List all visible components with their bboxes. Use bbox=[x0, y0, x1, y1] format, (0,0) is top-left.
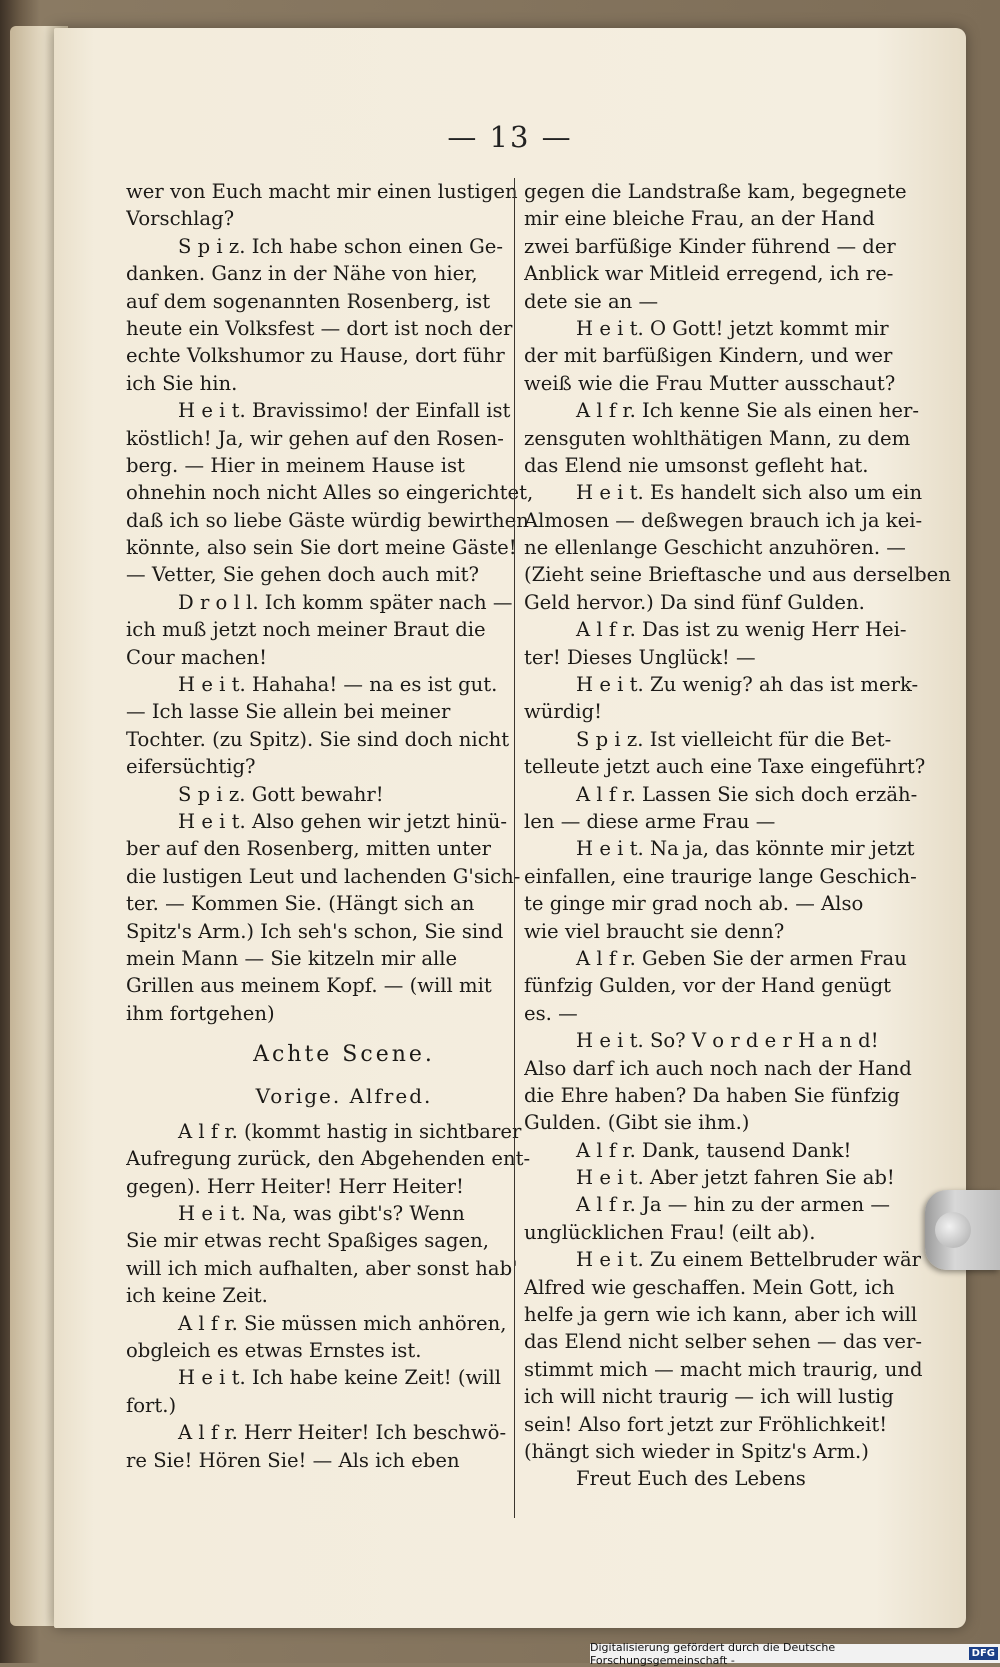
text-line: das Elend nicht selber sehen — das ver- bbox=[524, 1330, 922, 1354]
text-line: Aufregung zurück, den Abgehenden ent- bbox=[126, 1147, 531, 1171]
text-line: wie viel braucht sie denn? bbox=[524, 919, 785, 943]
text-line: H e i t. So? V o r d e r H a n d! bbox=[576, 1029, 879, 1053]
text-line: eifersüchtig? bbox=[126, 755, 256, 779]
text-line: A l f r. Dank, tausend Dank! bbox=[576, 1138, 852, 1162]
text-line: A l f r. Sie müssen mich anhören, bbox=[178, 1311, 507, 1335]
text-line: A l f r. (kommt hastig in sichtbarer bbox=[178, 1119, 522, 1143]
text-line: H e i t. Bravissimo! der Einfall ist bbox=[178, 399, 511, 423]
scene-characters: Vorige. Alfred. bbox=[255, 1083, 433, 1108]
dfg-logo-icon: DFG bbox=[969, 1647, 998, 1660]
text-line: H e i t. Also gehen wir jetzt hinü- bbox=[178, 809, 508, 833]
text-line: gegen). Herr Heiter! Herr Heiter! bbox=[126, 1174, 464, 1198]
text-line: Grillen aus meinem Kopf. — (will mit bbox=[126, 974, 492, 998]
text-line: auf dem sogenannten Rosenberg, ist bbox=[126, 289, 491, 313]
text-line: ne ellenlange Geschicht anzuhören. — bbox=[524, 536, 906, 560]
text-line: H e i t. Hahaha! — na es ist gut. bbox=[178, 673, 498, 697]
text-line: gegen die Landstraße kam, begegnete bbox=[524, 180, 907, 203]
text-line: fünfzig Gulden, vor der Hand genügt bbox=[524, 974, 892, 998]
text-line: H e i t. Zu wenig? ah das ist merk- bbox=[576, 673, 919, 697]
right-column-lines bbox=[524, 178, 956, 1493]
left-column-lines-after bbox=[126, 1118, 562, 1474]
text-line: helfe ja gern wie ich kann, aber ich will bbox=[524, 1303, 918, 1327]
text-line: re Sie! Hören Sie! — Als ich eben bbox=[126, 1448, 460, 1472]
text-line: daß ich so liebe Gäste würdig bewirthen bbox=[126, 508, 529, 532]
text-line: ter. — Kommen Sie. (Hängt sich an bbox=[126, 892, 475, 916]
text-line: H e i t. Zu einem Bettelbruder wär bbox=[576, 1248, 921, 1272]
text-line: will ich mich aufhalten, aber sonst hab' bbox=[126, 1256, 518, 1280]
text-line: unglücklichen Frau! (eilt ab). bbox=[524, 1220, 816, 1244]
text-line: S p i z. Ist vielleicht für die Bet- bbox=[576, 727, 892, 751]
text-line: H e i t. O Gott! jetzt kommt mir bbox=[576, 316, 889, 340]
text-line: ohnehin noch nicht Alles so eingerichtet, bbox=[126, 481, 534, 505]
text-line: heute ein Volksfest — dort ist noch der bbox=[126, 316, 513, 340]
text-line: A l f r. Ja — hin zu der armen — bbox=[576, 1193, 890, 1217]
left-column-lines bbox=[126, 178, 562, 1027]
footer-text: Digitalisierung gefördert durch die Deutsche Forschungsgemeinschaft - bbox=[590, 1640, 836, 1667]
text-line: sein! Also fort jetzt zur Fröhlichkeit! bbox=[524, 1412, 888, 1436]
footer-credit bbox=[590, 1640, 1000, 1667]
text-line: dete sie an — bbox=[524, 289, 659, 313]
text-line: zensguten wohlthätigen Mann, zu dem bbox=[524, 426, 911, 450]
tab-dot-icon bbox=[935, 1212, 971, 1248]
text-line: ter! Dieses Unglück! — bbox=[524, 645, 756, 669]
right-column bbox=[524, 178, 956, 1493]
text-line: Freut Euch des Lebens bbox=[576, 1467, 806, 1491]
text-line: telleute jetzt auch eine Taxe eingeführt? bbox=[524, 755, 926, 779]
text-line: Gulden. (Gibt sie ihm.) bbox=[524, 1111, 750, 1135]
text-line: Tochter. (zu Spitz). Sie sind doch nicht bbox=[126, 727, 510, 751]
text-line: H e i t. Ich habe keine Zeit! (will bbox=[178, 1366, 502, 1390]
text-line: len — diese arme Frau — bbox=[524, 809, 776, 833]
text-line: fort.) bbox=[126, 1393, 177, 1417]
text-line: Alfred wie geschaffen. Mein Gott, ich bbox=[524, 1275, 895, 1299]
text-line: S p i z. Ich habe schon einen Ge- bbox=[178, 234, 504, 258]
text-line: Almosen — deßwegen brauch ich ja kei- bbox=[524, 508, 923, 532]
page-tab-marker bbox=[925, 1190, 1000, 1270]
text-line: das Elend nie umsonst gefleht hat. bbox=[524, 453, 869, 477]
text-line: berg. — Hier in meinem Hause ist bbox=[126, 453, 465, 477]
text-line: (hängt sich wieder in Spitz's Arm.) bbox=[524, 1439, 869, 1463]
scene-heading: Achte Scene. bbox=[253, 1042, 435, 1068]
text-line: H e i t. Aber jetzt fahren Sie ab! bbox=[576, 1166, 895, 1190]
text-line: die Ehre haben? Da haben Sie fünfzig bbox=[524, 1083, 900, 1107]
text-line: würdig! bbox=[524, 700, 602, 724]
book-page bbox=[54, 28, 966, 1628]
text-line: Vorschlag? bbox=[126, 207, 235, 231]
text-line: wer von Euch macht mir einen lustigen bbox=[126, 180, 518, 203]
text-line: weiß wie die Frau Mutter ausschaut? bbox=[524, 371, 896, 395]
text-line: te ginge mir grad noch ab. — Also bbox=[524, 892, 864, 916]
text-line: könnte, also sein Sie dort meine Gäste! bbox=[126, 536, 517, 560]
text-line: D r o l l. Ich komm später nach — bbox=[178, 590, 513, 614]
text-line: ich will nicht traurig — ich will lustig bbox=[524, 1385, 894, 1409]
column-divider bbox=[514, 178, 515, 1518]
text-line: A l f r. Das ist zu wenig Herr Hei- bbox=[576, 618, 907, 642]
text-line: echte Volkshumor zu Hause, dort führ bbox=[126, 344, 505, 368]
text-line: A l f r. Herr Heiter! Ich beschwö- bbox=[178, 1421, 507, 1445]
text-line: H e i t. Es handelt sich also um ein bbox=[576, 481, 923, 505]
text-line: mir eine bleiche Frau, an der Hand bbox=[524, 207, 875, 231]
text-line: die lustigen Leut und lachenden G'sich- bbox=[126, 864, 521, 888]
page-number: — 13 — bbox=[447, 120, 573, 154]
text-line: Geld hervor.) Da sind fünf Gulden. bbox=[524, 590, 865, 614]
text-line: ich muß jetzt noch meiner Braut die bbox=[126, 618, 486, 642]
text-line: H e i t. Na, was gibt's? Wenn bbox=[178, 1202, 465, 1226]
text-line: stimmt mich — macht mich traurig, und bbox=[524, 1357, 923, 1381]
text-line: S p i z. Gott bewahr! bbox=[178, 782, 384, 806]
text-line: Spitz's Arm.) Ich seh's schon, Sie sind bbox=[126, 919, 504, 943]
text-line: A l f r. Geben Sie der armen Frau bbox=[576, 946, 907, 970]
text-line: zwei barfüßige Kinder führend — der bbox=[524, 234, 896, 258]
text-line: Sie mir etwas recht Spaßiges sagen, bbox=[126, 1229, 489, 1253]
text-line: (Zieht seine Brieftasche und aus derselben bbox=[524, 563, 951, 587]
text-line: der mit barfüßigen Kindern, und wer bbox=[524, 344, 893, 368]
text-line: einfallen, eine traurige lange Geschich- bbox=[524, 864, 917, 888]
text-line: — Vetter, Sie gehen doch auch mit? bbox=[126, 563, 480, 587]
text-line: ich keine Zeit. bbox=[126, 1284, 268, 1308]
text-line: A l f r. Ich kenne Sie als einen her- bbox=[576, 399, 919, 423]
text-line: Also darf ich auch noch nach der Hand bbox=[524, 1056, 912, 1080]
text-line: mein Mann — Sie kitzeln mir alle bbox=[126, 946, 458, 970]
text-line: köstlich! Ja, wir gehen auf den Rosen- bbox=[126, 426, 504, 450]
text-line: H e i t. Na ja, das könnte mir jetzt bbox=[576, 837, 915, 861]
text-line: Cour machen! bbox=[126, 645, 267, 669]
text-line: Anblick war Mitleid erregend, ich re- bbox=[524, 262, 894, 286]
text-line: obgleich es etwas Ernstes ist. bbox=[126, 1339, 422, 1363]
text-line: es. — bbox=[524, 1001, 578, 1025]
text-line: ihm fortgehen) bbox=[126, 1001, 275, 1025]
text-line: danken. Ganz in der Nähe von hier, bbox=[126, 262, 478, 286]
text-line: ich Sie hin. bbox=[126, 371, 238, 395]
text-line: ber auf den Rosenberg, mitten unter bbox=[126, 837, 491, 861]
left-column bbox=[126, 178, 562, 1474]
text-line: — Ich lasse Sie allein bei meiner bbox=[126, 700, 451, 724]
text-line: A l f r. Lassen Sie sich doch erzäh- bbox=[576, 782, 918, 806]
